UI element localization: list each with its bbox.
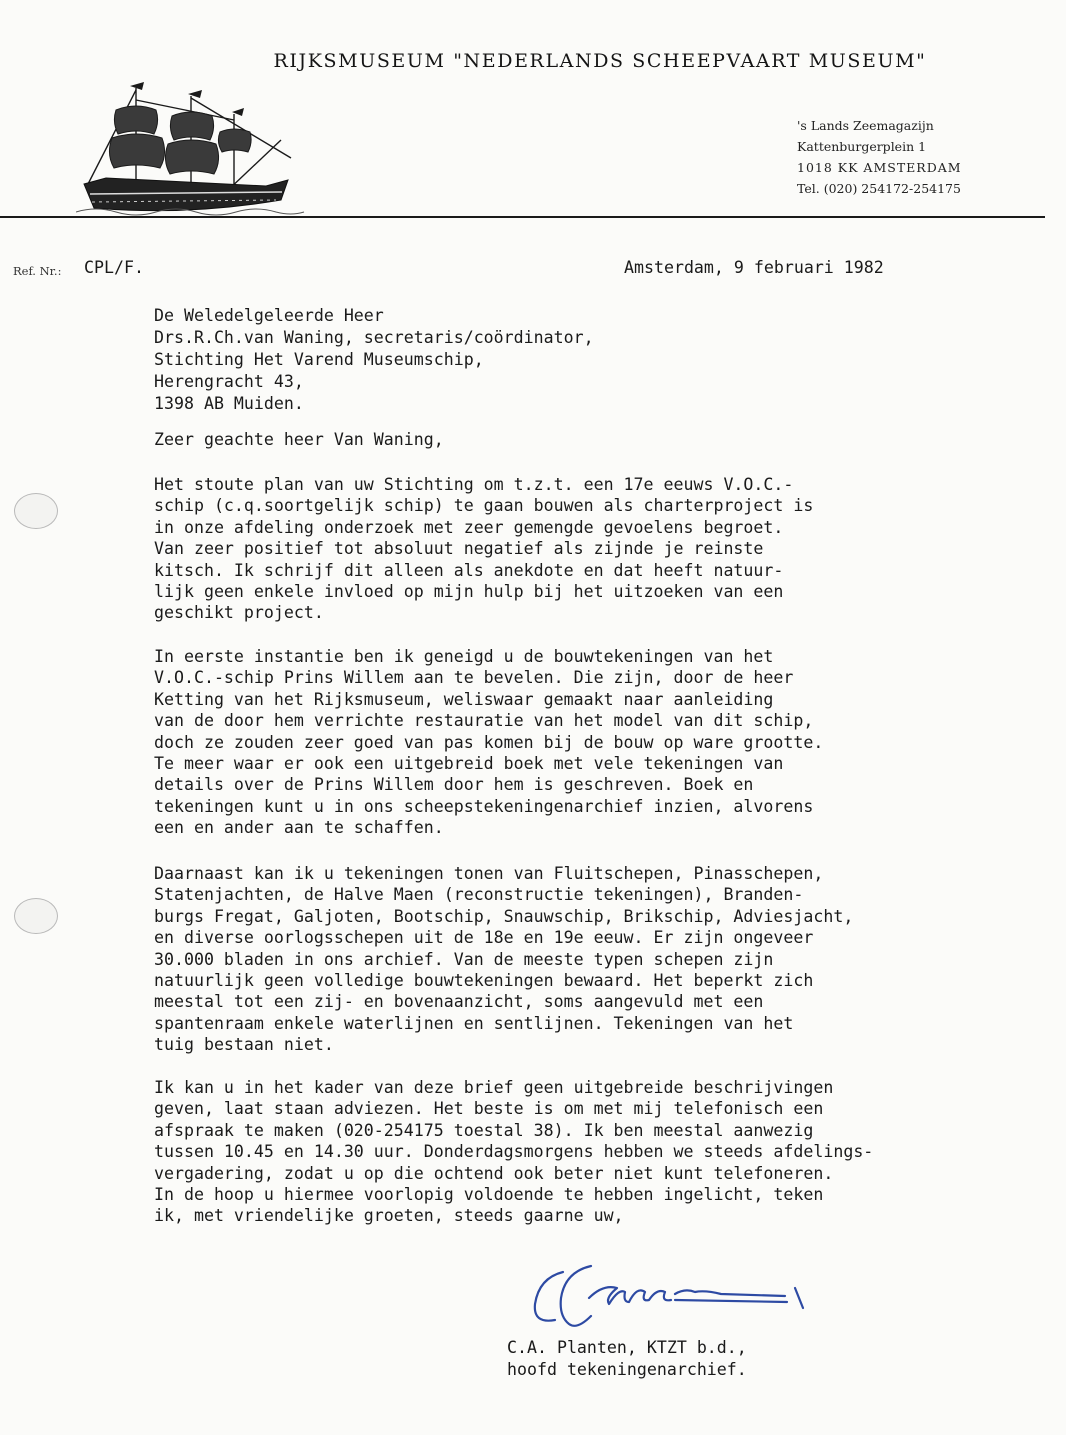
text-line: een en ander aan te schaffen. (154, 818, 444, 838)
ref-value: CPL/F. (84, 258, 144, 277)
text-line: vergadering, zodat u op die ochtend ook beter niet kunt telefoneren. (154, 1163, 834, 1183)
ship-logo-icon (76, 80, 306, 220)
text-line: Het stoute plan van uw Stichting om t.z.t. een 17e eeuws V.O.C.- (154, 475, 794, 494)
recipient-line: De Weledelgeleerde Heer (154, 306, 384, 325)
museum-address (797, 115, 962, 199)
paragraph-1 (154, 474, 813, 624)
recipient-line: 1398 AB Muiden. (154, 394, 304, 413)
ref-label: Ref. Nr.: (13, 264, 62, 278)
address-line: 1018 KK AMSTERDAM (797, 160, 962, 175)
signatory-title: hoofd tekeningenarchief. (507, 1360, 747, 1379)
signatory-name: C.A. Planten, KTZT b.d., (507, 1338, 747, 1357)
text-line: van de door hem verrichte restauratie van het model van dit schip, (154, 711, 814, 731)
text-line: spantenraam enkele waterlijnen en sentlijnen. Tekeningen van het (154, 1013, 794, 1033)
text-line: Van zeer positief tot absoluut negatief als zijnde je reinste (154, 539, 764, 559)
recipient-address (154, 305, 594, 415)
recipient-line: Herengracht 43, (154, 372, 304, 391)
text-line: en diverse oorlogsschepen uit de 18e en 19e eeuw. Er zijn ongeveer (154, 928, 814, 948)
salutation: Zeer geachte heer Van Waning, (154, 430, 444, 449)
text-line: In de hoop u hiermee voorlopig voldoende te hebben ingelicht, teken (154, 1185, 824, 1205)
letterhead-title: RIJKSMUSEUM "NEDERLANDS SCHEEPVAART MUSEUM" (273, 50, 927, 72)
text-line: geschikt project. (154, 603, 324, 623)
address-line: Kattenburgerplein 1 (797, 139, 927, 154)
paragraph-2 (154, 646, 823, 839)
text-line: Statenjachten, de Halve Maen (reconstructie tekeningen), Branden- (154, 885, 804, 905)
text-line: meestal tot een zij- en bovenaanzicht, soms aangevuld met een (154, 992, 764, 1012)
text-line: afspraak te maken (020-254175 toestal 38). Ik ben meestal aanwezig (154, 1120, 814, 1140)
text-line: kitsch. Ik schrijf dit alleen als anekdote en dat heeft natuur- (154, 560, 784, 580)
letter-date: Amsterdam, 9 februari 1982 (624, 258, 884, 277)
text-line: doch ze zouden zeer goed van pas komen bij de bouw op ware grootte. (154, 732, 824, 752)
text-line: V.O.C.-schip Prins Willem aan te bevelen. Die zijn, door de heer (154, 668, 794, 688)
text-line: Daarnaast kan ik u tekeningen tonen van Fluitschepen, Pinasschepen, (154, 864, 824, 883)
address-line: 's Lands Zeemagazijn (797, 118, 934, 133)
text-line: schip (c.q.soortgelijk schip) te gaan bouwen als charterproject is (154, 496, 814, 516)
punch-hole-icon (14, 493, 58, 529)
text-line: natuurlijk geen volledige bouwtekeningen bewaard. Het beperkt zich (154, 971, 814, 991)
recipient-line: Drs.R.Ch.van Waning, secretaris/coördinator, (154, 328, 594, 347)
text-line: details over de Prins Willem door hem is geschreven. Boek en (154, 775, 754, 795)
text-line: in onze afdeling onderzoek met zeer gemengde gevoelens begroet. (154, 517, 784, 537)
text-line: tussen 10.45 en 14.30 uur. Donderdagsmorgens hebben we steeds afdelings- (154, 1142, 874, 1162)
text-line: tekeningen kunt u in ons scheepstekeningenarchief inzien, alvorens (154, 796, 814, 816)
closing-signature-block (507, 1337, 747, 1381)
text-line: Ketting van het Rijksmuseum, weliswaar gemaakt naar aanleiding (154, 689, 774, 709)
recipient-line: Stichting Het Varend Museumschip, (154, 350, 484, 369)
paragraph-4 (154, 1077, 873, 1227)
text-line: burgs Fregat, Galjoten, Bootschip, Snauwschip, Brikschip, Adviesjacht, (154, 906, 854, 926)
text-line: geven, laat staan adviezen. Het beste is om met mij telefonisch een (154, 1099, 824, 1119)
punch-hole-icon (14, 898, 58, 934)
signature (525, 1258, 815, 1348)
text-line: In eerste instantie ben ik geneigd u de bouwtekeningen van het (154, 647, 774, 666)
text-line: lijk geen enkele invloed op mijn hulp bij het uitzoeken van een (154, 582, 784, 602)
text-line: Te meer waar er ook een uitgebreid boek met vele tekeningen van (154, 754, 784, 774)
paragraph-3 (154, 863, 853, 1056)
text-line: 30.000 bladen in ons archief. Van de meeste typen schepen zijn (154, 949, 774, 969)
text-line: ik, met vriendelijke groeten, steeds gaarne uw, (154, 1206, 624, 1226)
text-line: Ik kan u in het kader van deze brief geen uitgebreide beschrijvingen (154, 1078, 834, 1097)
header-rule (0, 216, 1045, 218)
text-line: tuig bestaan niet. (154, 1035, 334, 1055)
address-line: Tel. (020) 254172-254175 (797, 181, 961, 196)
